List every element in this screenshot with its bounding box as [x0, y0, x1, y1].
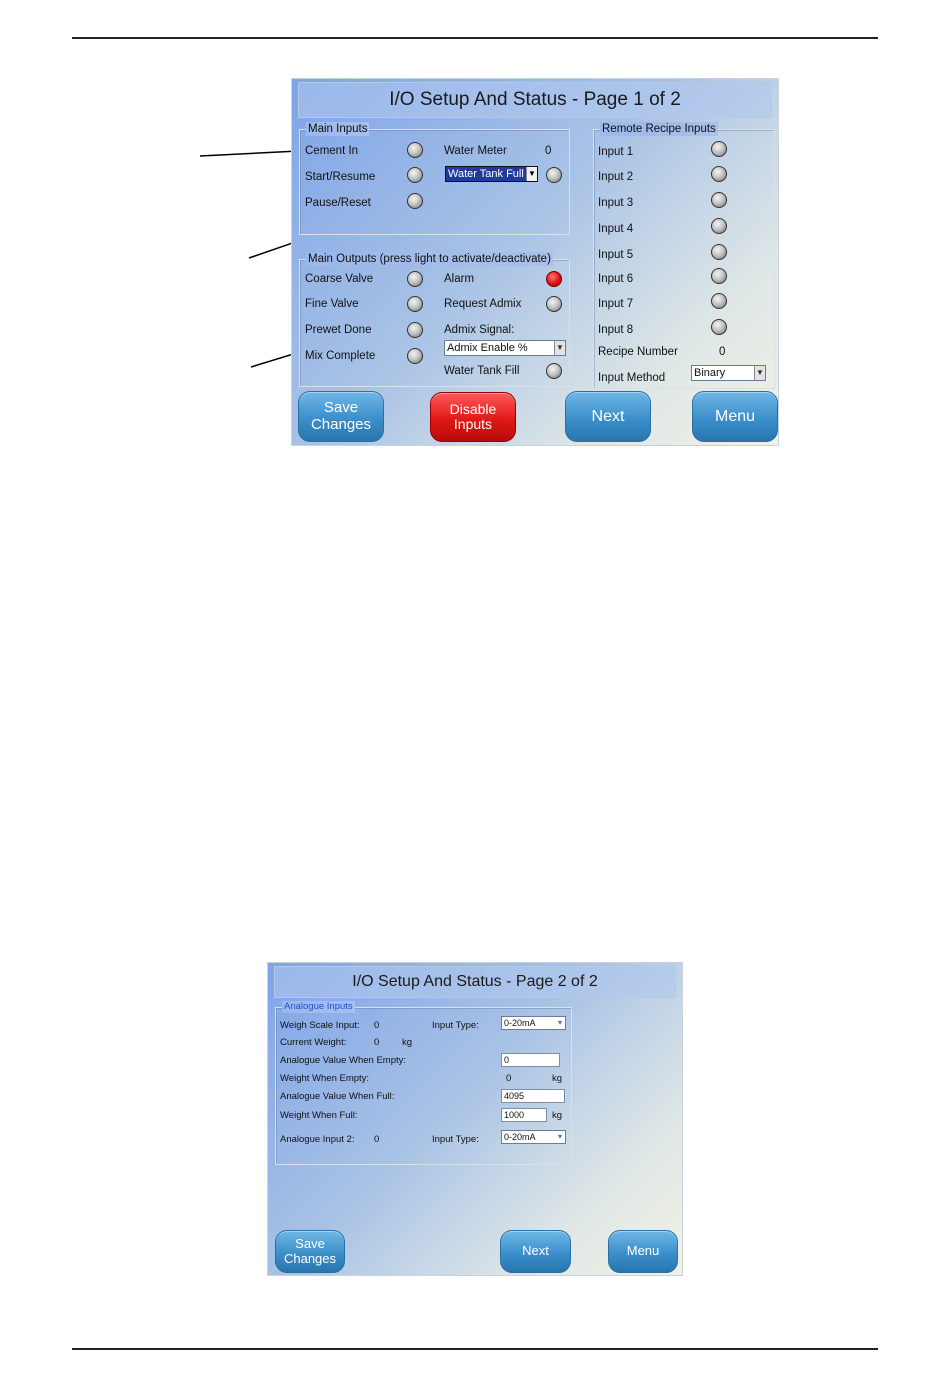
chevron-down-icon: ▼ [554, 341, 565, 355]
analogue-full-input[interactable]: 4095 [501, 1089, 565, 1103]
save-changes-button[interactable] [298, 391, 384, 442]
analogue-full-label: Analogue Value When Full: [280, 1091, 395, 1102]
input-type2-label: Input Type: [432, 1134, 479, 1145]
water-meter-value: 0 [545, 145, 552, 157]
save-changes-button-2[interactable] [275, 1230, 345, 1273]
current-weight-unit: kg [402, 1037, 413, 1048]
coarse-valve-label: Coarse Valve [305, 273, 374, 285]
input-method-select-value: Binary [694, 367, 726, 379]
weigh-scale-label: Weigh Scale Input: [280, 1020, 360, 1031]
analogue-empty-label: Analogue Value When Empty: [280, 1055, 407, 1066]
remote-recipe-legend: Remote Recipe Inputs [602, 123, 716, 135]
input-type2-select-value: 0-20mA [504, 1132, 536, 1142]
analogue-input2-label: Analogue Input 2: [280, 1134, 355, 1145]
prewet-done-indicator[interactable] [407, 322, 423, 338]
save-button-2-line2: Changes [283, 1250, 337, 1266]
coarse-valve-indicator[interactable] [407, 271, 423, 287]
water-tank-indicator[interactable] [546, 167, 562, 183]
input-7-indicator[interactable] [711, 293, 727, 309]
mix-complete-indicator[interactable] [407, 348, 423, 364]
water-tank-fill-indicator[interactable] [546, 363, 562, 379]
recipe-number-label: Recipe Number [598, 346, 678, 358]
disable-button-line1: Disable [449, 400, 497, 417]
admix-signal-select-value: Admix Enable % [447, 342, 528, 354]
recipe-number-value: 0 [719, 346, 726, 358]
fine-valve-indicator[interactable] [407, 296, 423, 312]
next-button-2[interactable]: Next [500, 1230, 571, 1273]
page-title: I/O Setup And Status - Page 1 of 2 [298, 82, 772, 118]
input-type-label: Input Type: [432, 1020, 479, 1031]
save-button-line2: Changes [310, 415, 372, 433]
fine-valve-label: Fine Valve [305, 298, 359, 310]
input-1-label: Input 1 [598, 146, 634, 158]
admix-signal-select[interactable] [444, 340, 566, 356]
water-tank-fill-label: Water Tank Fill [444, 365, 520, 377]
next-button[interactable]: Next [565, 391, 651, 442]
input-4-label: Input 4 [598, 223, 634, 235]
input-method-label: Input Method [598, 372, 666, 384]
disable-button-line2: Inputs [453, 416, 493, 432]
page-title-2: I/O Setup And Status - Page 2 of 2 [274, 966, 676, 998]
input-method-select[interactable] [691, 365, 766, 381]
weight-full-input[interactable]: 1000 [501, 1108, 547, 1122]
io-setup-screen-page1 [291, 78, 779, 446]
analogue-input2-value: 0 [374, 1134, 380, 1145]
disable-inputs-button[interactable] [430, 392, 516, 442]
menu-button[interactable]: Menu [692, 391, 778, 442]
input-6-label: Input 6 [598, 273, 634, 285]
weigh-scale-value: 0 [374, 1020, 380, 1031]
save-button-2-line1: Save [295, 1236, 325, 1252]
input-2-indicator[interactable] [711, 166, 727, 182]
input-8-label: Input 8 [598, 324, 634, 336]
input-5-label: Input 5 [598, 249, 634, 261]
main-inputs-legend: Main Inputs [308, 123, 368, 135]
current-weight-value: 0 [374, 1037, 380, 1048]
weight-full-unit: kg [552, 1110, 563, 1121]
input-4-indicator[interactable] [711, 218, 727, 234]
current-weight-label: Current Weight: [280, 1037, 347, 1048]
weight-full-label: Weight When Full: [280, 1110, 358, 1121]
start-resume-indicator[interactable] [407, 167, 423, 183]
analogue-empty-input[interactable]: 0 [501, 1053, 560, 1067]
cement-in-indicator[interactable] [407, 142, 423, 158]
menu-button-2[interactable]: Menu [608, 1230, 678, 1273]
pause-reset-label: Pause/Reset [305, 197, 371, 209]
chevron-down-icon: ▾ [555, 1017, 565, 1029]
input-type-select[interactable] [501, 1016, 566, 1030]
start-resume-label: Start/Resume [305, 171, 376, 183]
weight-empty-label: Weight When Empty: [280, 1073, 370, 1084]
chevron-down-icon: ▼ [754, 366, 765, 380]
request-admix-label: Request Admix [444, 298, 522, 310]
input-type-select-value: 0-20mA [504, 1018, 536, 1028]
bottom-rule [72, 1348, 878, 1350]
alarm-label: Alarm [444, 273, 475, 285]
mix-complete-label: Mix Complete [305, 350, 376, 362]
admix-signal-label: Admix Signal: [444, 324, 515, 336]
input-5-indicator[interactable] [711, 244, 727, 260]
alarm-indicator[interactable] [546, 271, 562, 287]
prewet-done-label: Prewet Done [305, 324, 372, 336]
input-2-label: Input 2 [598, 171, 634, 183]
request-admix-indicator[interactable] [546, 296, 562, 312]
cement-in-label: Cement In [305, 145, 359, 157]
weight-empty-unit: kg [552, 1073, 563, 1084]
io-setup-screen-page2 [267, 962, 683, 1276]
water-tank-select[interactable] [445, 166, 538, 182]
save-button-line1: Save [323, 399, 359, 416]
water-tank-select-value: Water Tank Full [448, 168, 524, 180]
water-meter-label: Water Meter [444, 145, 507, 157]
input-3-indicator[interactable] [711, 192, 727, 208]
pause-reset-indicator[interactable] [407, 193, 423, 209]
input-7-label: Input 7 [598, 298, 634, 310]
chevron-down-icon: ▼ [526, 167, 537, 181]
input-1-indicator[interactable] [711, 141, 727, 157]
main-outputs-legend: Main Outputs (press light to activate/deactivate) [308, 253, 551, 265]
input-3-label: Input 3 [598, 197, 634, 209]
input-8-indicator[interactable] [711, 319, 727, 335]
weight-empty-value: 0 [506, 1073, 512, 1084]
analogue-inputs-legend: Analogue Inputs [284, 1001, 353, 1012]
input-6-indicator[interactable] [711, 268, 727, 284]
input-type2-select[interactable] [501, 1130, 566, 1144]
chevron-down-icon: ▾ [555, 1131, 565, 1143]
